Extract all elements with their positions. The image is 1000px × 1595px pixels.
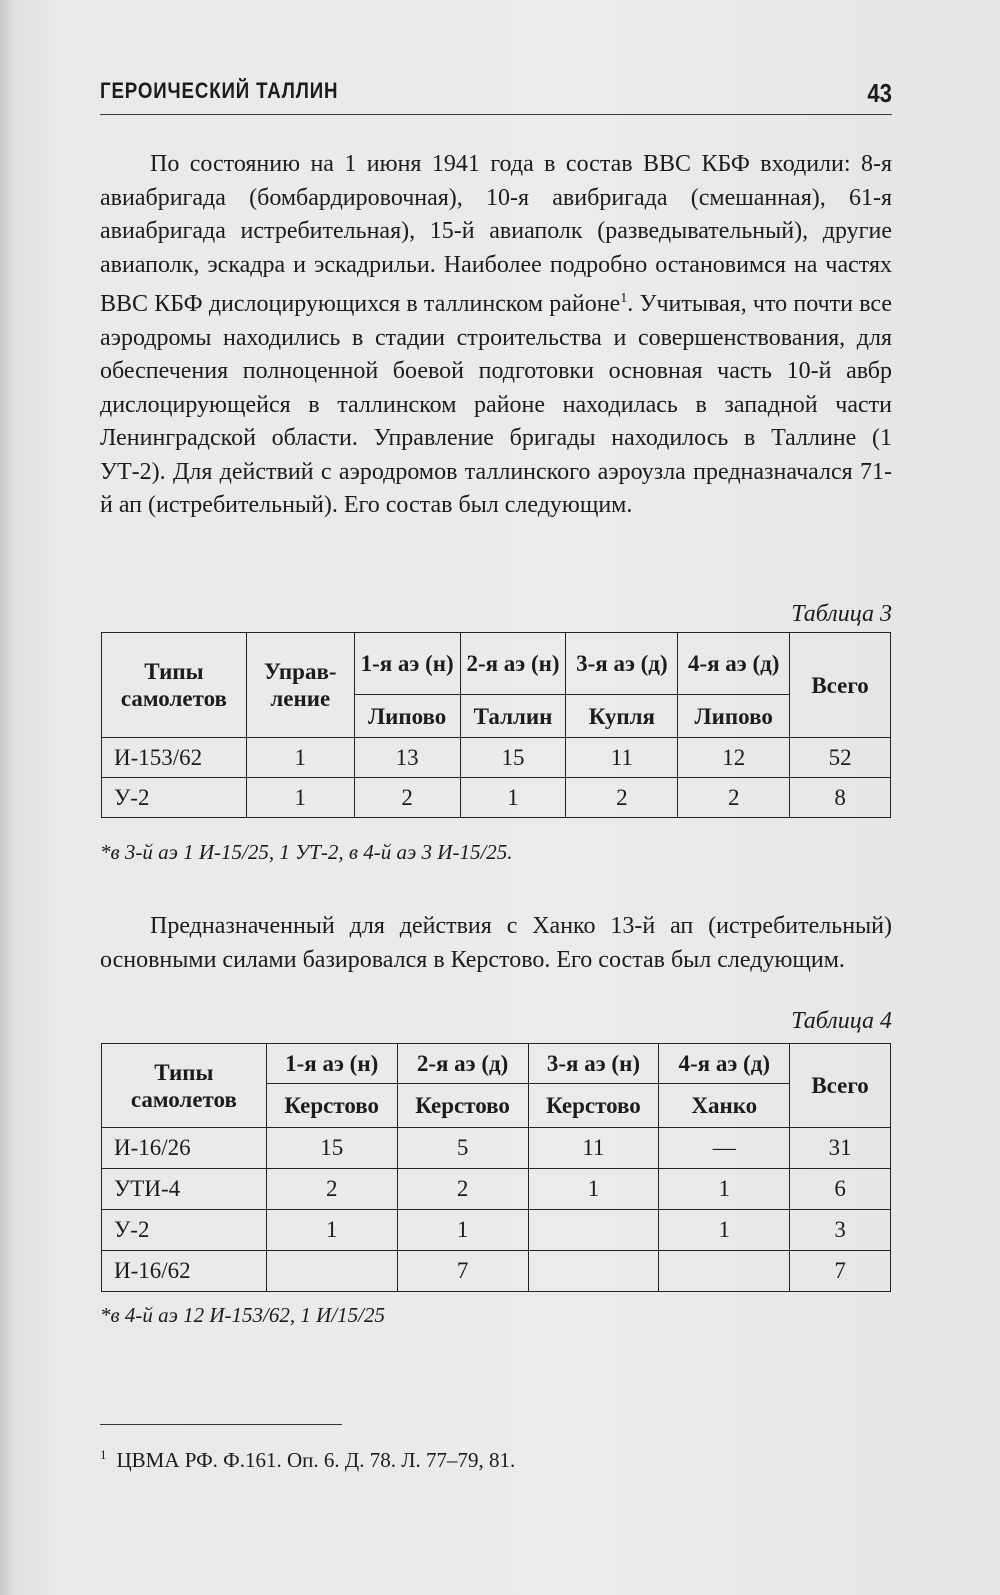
- cell-s3: [528, 1251, 659, 1292]
- table-row: [102, 738, 891, 778]
- cell-s4: 1: [659, 1169, 790, 1210]
- header-aircraft-type: Типы самолетов: [102, 1044, 267, 1128]
- header-total: Всего: [790, 1044, 891, 1128]
- location-2: Таллин: [460, 695, 566, 738]
- cell-s2: 7: [397, 1251, 528, 1292]
- table-4: [101, 1043, 891, 1292]
- header-squadron-4: 4-я аэ (д): [678, 633, 790, 695]
- header-squadron-1: 1-я аэ (н): [266, 1044, 397, 1084]
- cell-total: 8: [790, 778, 891, 818]
- cell-s2: 15: [460, 738, 566, 778]
- cell-s4: 1: [659, 1210, 790, 1251]
- cell-total: 52: [790, 738, 891, 778]
- cell-type: И-153/62: [102, 738, 247, 778]
- footnote-text: ЦВМА РФ. Ф.161. Оп. 6. Д. 78. Л. 77–79, 81.: [116, 1448, 516, 1472]
- location-1: Липово: [354, 695, 460, 738]
- cell-s1: [266, 1251, 397, 1292]
- table-row: [102, 778, 891, 818]
- cell-s2: 1: [460, 778, 566, 818]
- location-1: Керстово: [266, 1084, 397, 1128]
- table-3-note: *в 3-й аэ 1 И-15/25, 1 УТ-2, в 4-й аэ 3 И-15/25.: [100, 840, 513, 864]
- location-4: Ханко: [659, 1084, 790, 1128]
- table-3: [101, 632, 891, 818]
- footnote-ref: 1: [620, 291, 628, 306]
- table-row: [102, 1210, 891, 1251]
- cell-s3: 11: [566, 738, 678, 778]
- header-command: Управ-ление: [246, 633, 354, 738]
- location-2: Керстово: [397, 1084, 528, 1128]
- cell-s1: 13: [354, 738, 460, 778]
- header-squadron-4: 4-я аэ (д): [659, 1044, 790, 1084]
- cell-s1: 2: [354, 778, 460, 818]
- header-squadron-2: 2-я аэ (д): [397, 1044, 528, 1084]
- paragraph-1: [100, 148, 892, 523]
- cell-s1: 15: [266, 1128, 397, 1169]
- table-row: [102, 1128, 891, 1169]
- header-total: Всего: [790, 633, 891, 738]
- cell-s2: 2: [397, 1169, 528, 1210]
- table-4-note: *в 4-й аэ 12 И-153/62, 1 И/15/25: [100, 1303, 385, 1327]
- cell-s4: [659, 1251, 790, 1292]
- header-aircraft-type: Типы самолетов: [102, 633, 247, 738]
- paragraph-2: Предназначенный для действия с Ханко 13-й ап (истребительный) основными силами базировался в Керстово. Его состав был следующим.: [100, 913, 892, 973]
- cell-total: 7: [790, 1251, 891, 1292]
- paragraph-1-part2: . Учитывая, что почти все аэродромы находились в стадии строительства и совершенствования, для обеспечения полноценной боевой подготовки основная часть 10-й авбр дислоцирующейся в таллинском районе находилась в западной части Ленинградской области. Управление бригады находилось в Таллине (1 УТ-2). Для действий с аэродромов таллинского аэроузла предназначался 71-й ап (истребительный). Его состав был следующим.: [100, 291, 893, 518]
- table-4-header-row: [102, 1044, 891, 1084]
- cell-total: 31: [790, 1128, 891, 1169]
- table-row: [102, 1169, 891, 1210]
- header-squadron-2: 2-я аэ (н): [460, 633, 566, 695]
- spine-shadow: [0, 0, 14, 1595]
- table-3-header-row: [102, 633, 891, 695]
- table-3-caption: Таблица 3: [791, 601, 892, 627]
- cell-total: 3: [790, 1210, 891, 1251]
- cell-s4: 2: [678, 778, 790, 818]
- cell-s3: 1: [528, 1169, 659, 1210]
- page-number: 43: [867, 78, 892, 108]
- cell-s4: —: [659, 1128, 790, 1169]
- table-4-caption: Таблица 4: [791, 1008, 892, 1034]
- cell-type: И-16/62: [102, 1251, 267, 1292]
- running-head: ГЕРОИЧЕСКИЙ ТАЛЛИН: [100, 78, 339, 103]
- location-3: Купля: [566, 695, 678, 738]
- cell-s3: 2: [566, 778, 678, 818]
- cell-s3: 11: [528, 1128, 659, 1169]
- cell-type: У-2: [102, 778, 247, 818]
- table-row: [102, 1251, 891, 1292]
- page-header: [100, 72, 892, 115]
- header-squadron-1: 1-я аэ (н): [354, 633, 460, 695]
- paragraph-1-part1: По состоянию на 1 июня 1941 года в состав ВВС КБФ входили: 8-я авиабригада (бомбардировочная), 10-я авибригада (смешанная), 61-я авиабригада истребительная), 15-й авиаполк (разведывательный), другие авиаполк, эскадра и эскадрильи. Наиболее подробно остановимся на частях ВВС КБФ дислоцирующихся в таллинском районе: [100, 151, 892, 317]
- cell-type: УТИ-4: [102, 1169, 267, 1210]
- cell-command: 1: [246, 778, 354, 818]
- cell-total: 6: [790, 1169, 891, 1210]
- location-4: Липово: [678, 695, 790, 738]
- footnote-divider: [100, 1424, 342, 1425]
- header-squadron-3: 3-я аэ (н): [528, 1044, 659, 1084]
- cell-command: 1: [246, 738, 354, 778]
- cell-type: У-2: [102, 1210, 267, 1251]
- cell-type: И-16/26: [102, 1128, 267, 1169]
- footnote: [100, 1447, 515, 1473]
- cell-s2: 1: [397, 1210, 528, 1251]
- location-3: Керстово: [528, 1084, 659, 1128]
- cell-s1: 1: [266, 1210, 397, 1251]
- footnote-mark: 1: [100, 1447, 107, 1462]
- cell-s4: 12: [678, 738, 790, 778]
- header-squadron-3: 3-я аэ (д): [566, 633, 678, 695]
- cell-s3: [528, 1210, 659, 1251]
- cell-s1: 2: [266, 1169, 397, 1210]
- cell-s2: 5: [397, 1128, 528, 1169]
